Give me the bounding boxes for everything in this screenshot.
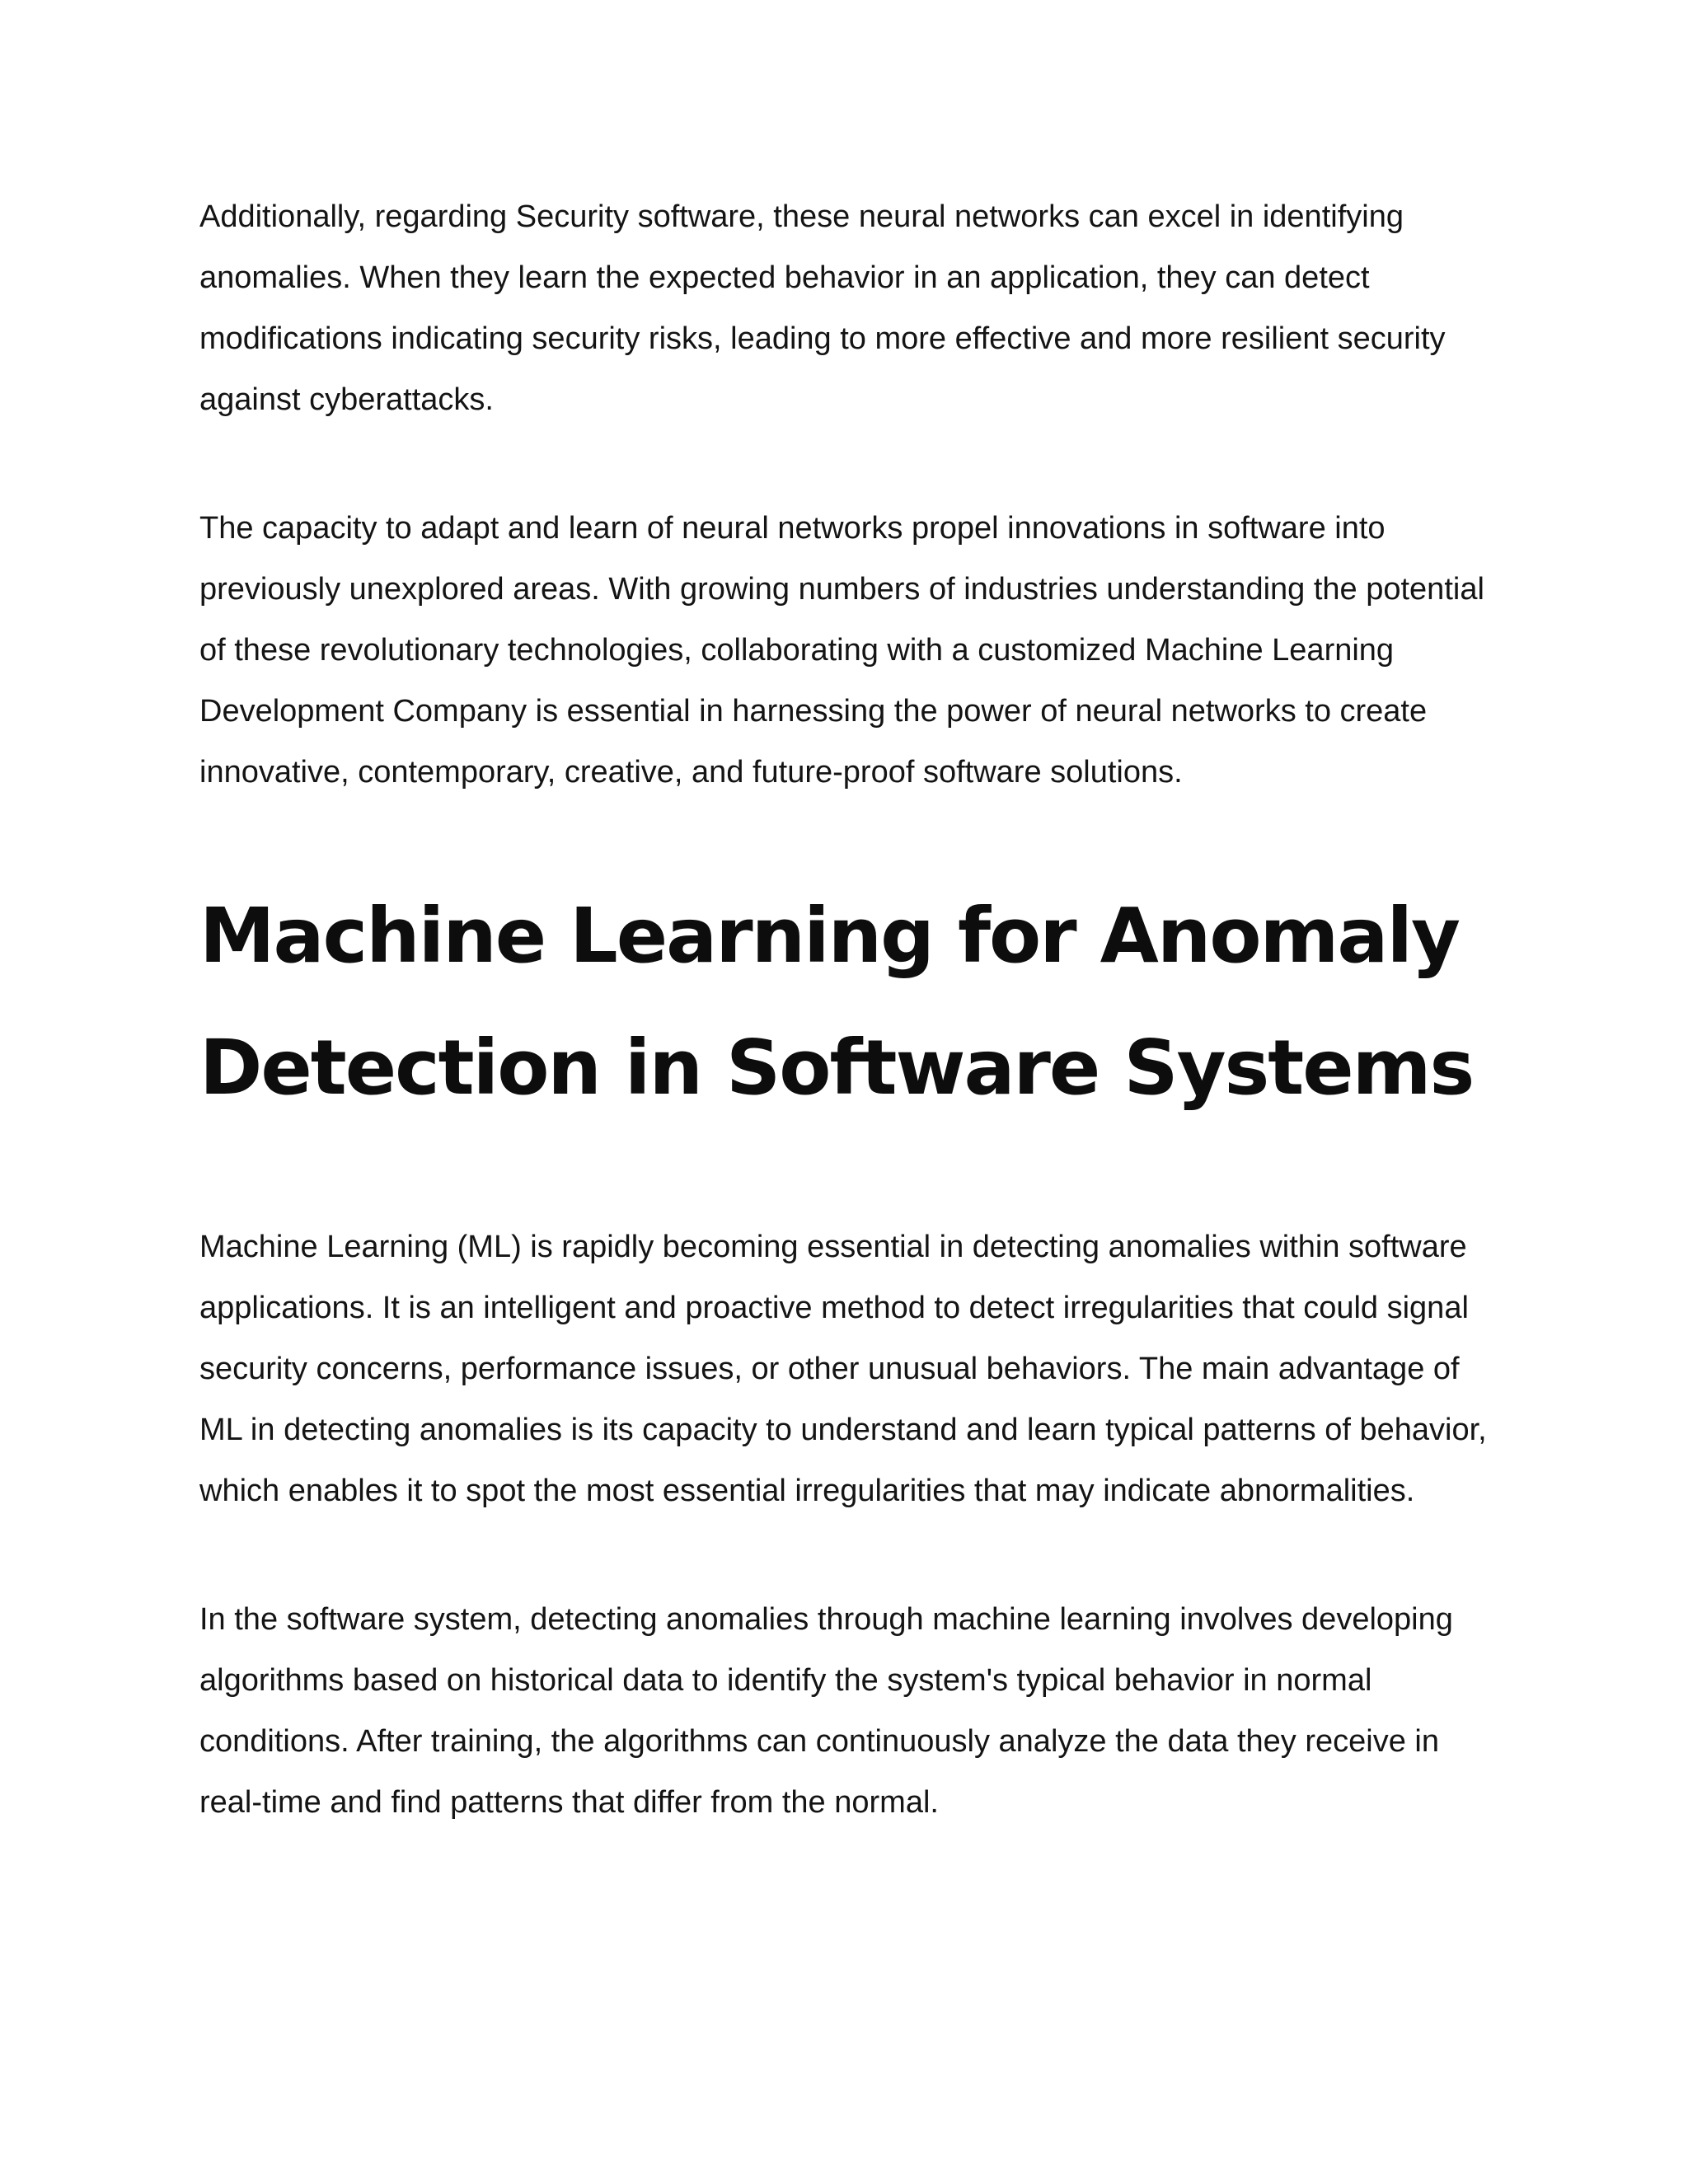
paragraph-neural-network-innovation: The capacity to adapt and learn of neural networks propel innovations in software into previously unexplored areas. With growing numbers of industries understanding the potential of these revolutionary technologies, collaborating with a customized Machine Learning Development Company is essential in harnessing the power of neural networks to create innovative, contemporary, creative, and future-proof software solutions. bbox=[199, 511, 1484, 790]
paragraph-ml-training-process: In the software system, detecting anomalies through machine learning involves developing algorithms based on historical data to identify the system's typical behavior in normal conditions. After training, the algorithms can continuously analyze the data they receive in real-time and find patterns that differ from the normal. bbox=[199, 1602, 1453, 1820]
paragraph-security-anomalies: Additionally, regarding Security software, these neural networks can excel in identifying anomalies. When they learn the expected behavior in an application, they can detect modifications indicating security risks, leading to more effective and more resilient security against cyberattacks. bbox=[199, 199, 1446, 417]
paragraph-ml-anomaly-detection: Machine Learning (ML) is rapidly becoming essential in detecting anomalies within software applications. It is an intelligent and proactive method to detect irregularities that could signal security concerns, performance issues, or other unusual behaviors. The main advantage of ML in detecting anomalies is its capacity to understand and learn typical patterns of behavior, which enables it to spot the most essential irregularities that may indicate abnormalities. bbox=[199, 1230, 1487, 1508]
section-heading bbox=[199, 870, 1502, 1134]
document-body bbox=[199, 186, 1502, 1900]
section-heading-line-1: Machine Learning for Anomaly bbox=[199, 892, 1459, 980]
section-heading-line-2: Detection in Software Systems bbox=[199, 1024, 1474, 1112]
